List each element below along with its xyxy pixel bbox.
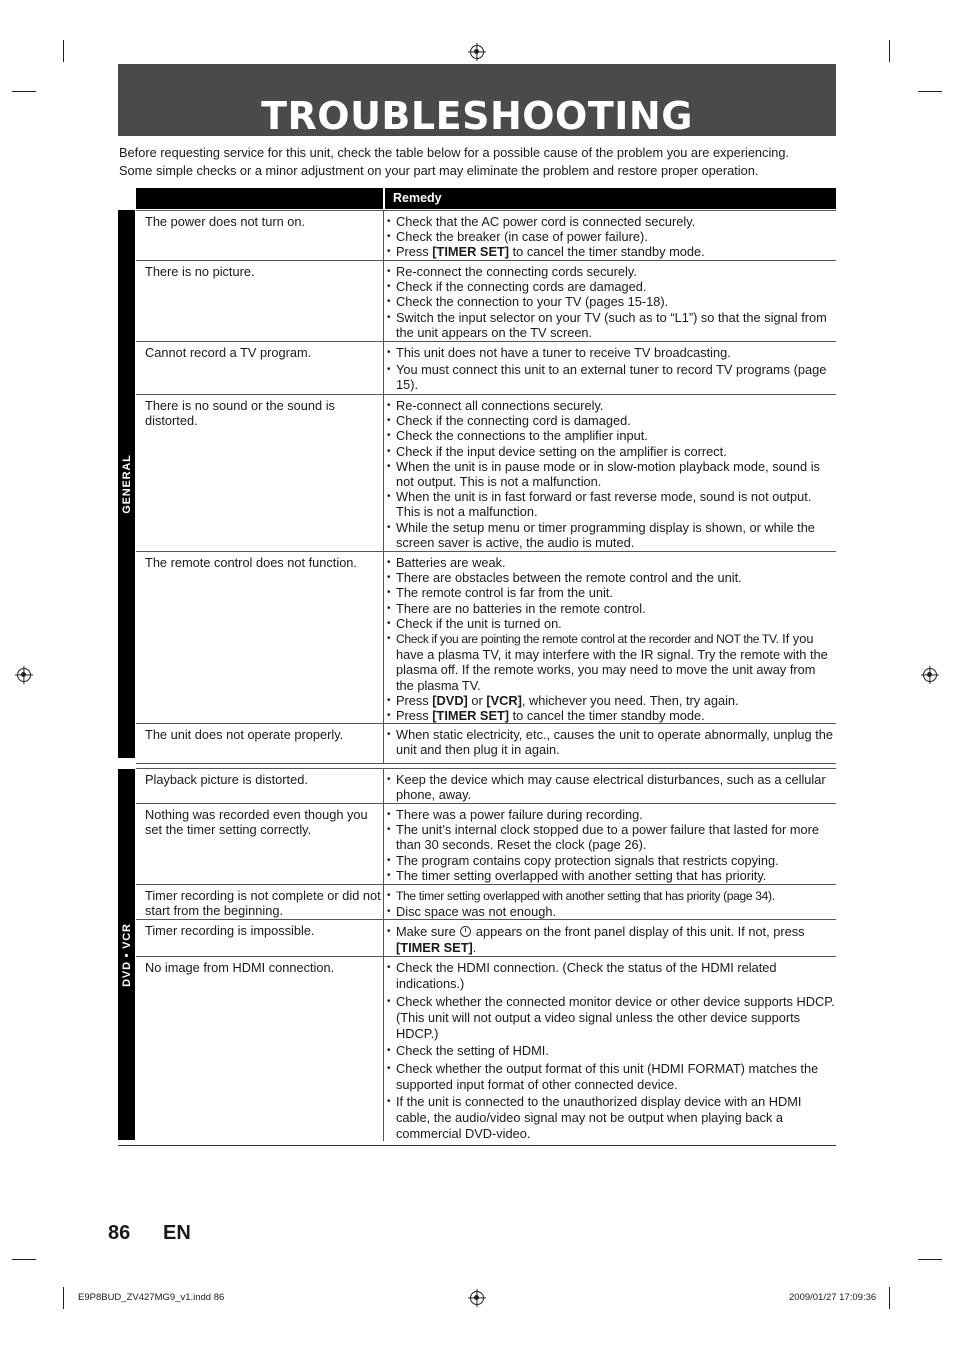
section-label-dvd-vcr xyxy=(118,769,135,1140)
print-footer-file: E9P8BUD_ZV427MG9_v1.indd 86 xyxy=(78,1292,225,1303)
problem-text: There is no sound or the sound is distorted. xyxy=(145,398,335,429)
remedy-item: • When the unit is in pause mode or in slow-motion playback mode, sound is not output. This is not a malfunction. xyxy=(387,459,835,489)
remedy-item: • You must connect this unit to an external tuner to record TV programs (page 15). xyxy=(387,362,835,392)
problem-text: Nothing was recorded even though you set the timer setting correctly. xyxy=(145,807,368,838)
remedy-list xyxy=(387,807,835,883)
crop-mark xyxy=(918,1259,942,1260)
remedy-item: • Check the connections to the amplifier input. xyxy=(387,428,835,443)
remedy-list xyxy=(387,345,835,394)
table-row xyxy=(136,551,836,724)
remedy-list xyxy=(387,960,835,1144)
remedy-item: • Check whether the output format of this unit (HDMI FORMAT) matches the supported input format of other connected device. xyxy=(387,1061,835,1093)
section-label-text: GENERAL xyxy=(120,454,133,514)
remedy-item: • Disc space was not enough. xyxy=(387,904,835,919)
remedy-item: • Check if the unit is turned on. xyxy=(387,616,835,631)
table-row xyxy=(136,260,836,342)
remedy-item: • Press [DVD] or [VCR], whichever you need. Then, try again. xyxy=(387,693,835,708)
remedy-item: • Re-connect all connections securely. xyxy=(387,398,835,413)
crop-mark xyxy=(63,1287,64,1309)
page-language: EN xyxy=(163,1222,191,1244)
remedy-item: • Check the HDMI connection. (Check the status of the HDMI related indications.) xyxy=(387,960,835,992)
problem-text: The power does not turn on. xyxy=(145,214,306,229)
problem-text: Playback picture is distorted. xyxy=(145,772,308,787)
problem-text: Cannot record a TV program. xyxy=(145,345,312,360)
remedy-item: • There was a power failure during recording. xyxy=(387,807,835,822)
table-row xyxy=(136,919,836,957)
remedy-list xyxy=(387,888,835,919)
remedy-item: • Re-connect the connecting cords securely. xyxy=(387,264,835,279)
table-row xyxy=(136,803,836,885)
remedy-column-header: Remedy xyxy=(393,191,442,205)
crop-mark xyxy=(63,40,64,62)
table-row xyxy=(136,723,836,764)
remedy-item: • Press [TIMER SET] to cancel the timer standby mode. xyxy=(387,244,835,259)
table-header xyxy=(136,188,836,209)
remedy-item: • Check whether the connected monitor device or other device supports HDCP. (This unit will not output a video signal unless the other device supports HDCP.) xyxy=(387,994,835,1042)
remedy-item: • Batteries are weak. xyxy=(387,555,835,570)
intro-text xyxy=(119,144,839,180)
problem-text: The unit does not operate properly. xyxy=(145,727,344,742)
remedy-item: • Press [TIMER SET] to cancel the timer standby mode. xyxy=(387,708,835,723)
problem-text: Timer recording is not complete or did not start from the beginning. xyxy=(145,888,381,919)
section-label-general xyxy=(118,210,135,758)
section-label-text: DVD • VCR xyxy=(120,922,133,987)
remedy-item: • Check the setting of HDMI. xyxy=(387,1043,835,1059)
remedy-item: • While the setup menu or timer programming display is shown, or while the screen saver is active, the audio is muted. xyxy=(387,520,835,550)
crop-mark xyxy=(12,91,36,92)
problem-text: Timer recording is impossible. xyxy=(145,923,315,938)
remedy-item: • The timer setting overlapped with another setting that has priority. xyxy=(387,868,835,883)
remedy-item: • Make sure appears on the front panel display of this unit. If not, press [TIMER SET]. xyxy=(387,924,835,956)
table-row xyxy=(136,341,836,395)
remedy-item: • Check if you are pointing the remote control at the recorder and NOT the TV. If you have a plasma TV, it may interfere with the IR signal. Try the remote with the plasma off. If the remote works, you may need to move the unit away from the plasma TV. xyxy=(387,631,835,693)
problem-text: No image from HDMI connection. xyxy=(145,960,335,975)
remedy-item: • When the unit is in fast forward or fast reverse mode, sound is not output. This is not a malfunction. xyxy=(387,489,835,519)
intro-line: Some simple checks or a minor adjustment on your part may eliminate the problem and restore proper operation. xyxy=(119,163,759,178)
remedy-list xyxy=(387,924,835,956)
remedy-item: • Switch the input selector on your TV (such as to “L1”) so that the signal from the unit appears on the TV screen. xyxy=(387,310,835,340)
remedy-item: • If the unit is connected to the unauthorized display device with an HDMI cable, the audio/video signal may not be output when playing back a commercial DVD-video. xyxy=(387,1094,835,1142)
table-row xyxy=(136,394,836,552)
column-divider xyxy=(383,188,385,209)
remedy-item: • Check the breaker (in case of power failure). xyxy=(387,229,835,244)
remedy-item: • Check if the input device setting on the amplifier is correct. xyxy=(387,444,835,459)
timer-icon xyxy=(460,926,471,937)
table-bottom-rule xyxy=(118,1145,836,1146)
remedy-item: • The timer setting overlapped with another setting that has priority (page 34). xyxy=(387,888,835,904)
title-bar xyxy=(118,64,836,136)
remedy-list xyxy=(387,264,835,340)
remedy-item: • Keep the device which may cause electrical disturbances, such as a cellular phone, away. xyxy=(387,772,835,802)
intro-line: Before requesting service for this unit, check the table below for a possible cause of the problem you are experiencing. xyxy=(119,145,790,160)
page-title: TROUBLESHOOTING xyxy=(261,94,693,138)
remedy-item: • The remote control is far from the unit. xyxy=(387,585,835,600)
remedy-list xyxy=(387,772,835,802)
remedy-item: • This unit does not have a tuner to receive TV broadcasting. xyxy=(387,345,835,360)
table-row xyxy=(136,956,836,1141)
registration-mark-icon xyxy=(17,668,31,682)
crop-mark xyxy=(918,91,942,92)
remedy-item: • There are obstacles between the remote control and the unit. xyxy=(387,570,835,585)
remedy-item: • Check the connection to your TV (pages 15-18). xyxy=(387,294,835,309)
problem-text: There is no picture. xyxy=(145,264,255,279)
registration-mark-icon xyxy=(470,1291,484,1305)
remedy-item: • The unit’s internal clock stopped due to a power failure that lasted for more than 30 seconds. Reset the clock (page 26). xyxy=(387,822,835,852)
problem-column-header xyxy=(136,188,383,209)
print-footer-date: 2009/01/27 17:09:36 xyxy=(789,1292,877,1303)
registration-mark-icon xyxy=(470,45,484,59)
table-row xyxy=(136,768,836,804)
crop-mark xyxy=(12,1259,36,1260)
table-row xyxy=(136,884,836,920)
crop-mark xyxy=(889,1287,890,1309)
problem-text: The remote control does not function. xyxy=(145,555,357,570)
crop-mark xyxy=(889,40,890,62)
remedy-list xyxy=(387,398,835,550)
remedy-item: • Check if the connecting cords are damaged. xyxy=(387,279,835,294)
remedy-list xyxy=(387,555,835,723)
remedy-list xyxy=(387,727,835,757)
registration-mark-icon xyxy=(923,668,937,682)
table-row xyxy=(136,210,836,261)
remedy-item: • There are no batteries in the remote control. xyxy=(387,601,835,616)
page-number: 86 xyxy=(108,1222,131,1244)
remedy-item: • The program contains copy protection signals that restricts copying. xyxy=(387,853,835,868)
remedy-list xyxy=(387,214,835,260)
remedy-item: • Check if the connecting cord is damaged. xyxy=(387,413,835,428)
remedy-item: • When static electricity, etc., causes the unit to operate abnormally, unplug the unit and then plug it in again. xyxy=(387,727,835,757)
remedy-item: • Check that the AC power cord is connected securely. xyxy=(387,214,835,229)
